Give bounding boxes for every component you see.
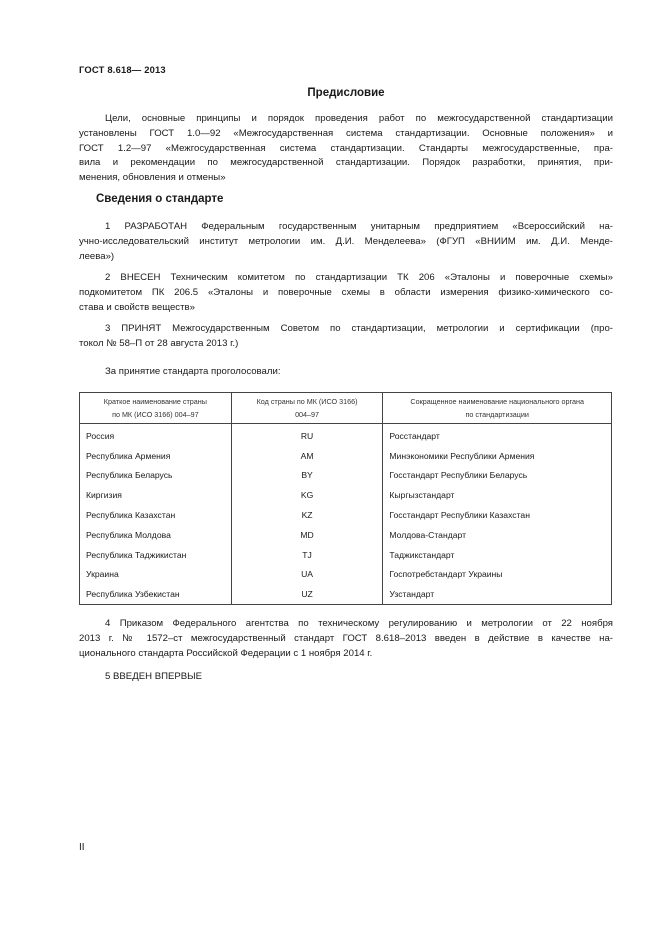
standards-body-cell: Молдова-Стандарт [383,525,612,545]
text-line: менения, обновления и отмены» [79,172,226,184]
country-name-cell: Республика Молдова [80,525,232,545]
voted-caption: За принятие стандарта проголосовали: [105,366,281,377]
standards-body-cell: Минэкономики Республики Армения [383,446,612,466]
foreword-paragraph [79,112,613,186]
text-line: 2 ВНЕСЕН Техническим комитетом по стандартизации ТК 206 «Эталоны и поверочные схемы» [105,272,613,283]
voting-countries-table [79,392,612,605]
table-header-row [80,393,612,424]
document-code-header: ГОСТ 8.618— 2013 [79,64,166,75]
country-name-cell: Киргизия [80,485,232,505]
country-name-cell: Республика Таджикистан [80,545,232,565]
header-country-name: Краткое наименование страны по МК (ИСО 3166) 004–97 [80,393,232,424]
info-item-4 [79,617,613,661]
country-name-cell: Республика Казахстан [80,505,232,525]
text-line: 1 РАЗРАБОТАН Федеральным государственным унитарным предприятием «Всероссийский на- [105,221,613,232]
page-number: II [79,842,85,853]
country-code-cell: KZ [231,505,383,525]
header-standards-body: Сокращенное наименование национального органа по стандартизации [383,393,612,424]
country-code-cell: RU [231,424,383,446]
foreword-heading: Предисловие [307,87,385,99]
table-row [80,466,612,486]
table-row [80,485,612,505]
text-line: ГОСТ 1.2—97 «Межгосударственная система стандартизации. Стандарты межгосударственные, пра- [79,142,613,154]
info-item-5: 5 ВВЕДЕН ВПЕРВЫЕ [105,671,203,682]
text-line: подкомитетом ПК 206.5 «Эталоны и поверочные схемы в области измерения физико-химического со- [79,286,613,298]
table-row [80,424,612,446]
country-code-cell: AM [231,446,383,466]
country-name-cell: Республика Беларусь [80,466,232,486]
table-row [80,545,612,565]
text-line: Цели, основные принципы и порядок проведения работ по межгосударственной стандартизации [105,113,613,124]
text-line: вила и рекомендации по межгосударственной стандартизации. Порядок разработки, принятия, при- [79,157,613,169]
text-line: учно-исследовательский институт метрологии им. Д.И. Менделеева» (ФГУП «ВНИИМ им. Д.И. Менде- [79,235,613,247]
country-code-cell: MD [231,525,383,545]
text-line: става и свойств веществ» [79,301,195,313]
standards-body-cell: Таджикстандарт [383,545,612,565]
text-line: леева») [79,250,115,262]
country-name-cell: Республика Узбекистан [80,584,232,604]
text-line: ционального стандарта Российской Федерации с 1 ноября 2014 г. [79,647,373,659]
table-row [80,584,612,604]
text-line: 2013 г. № 1572–ст межгосударственный стандарт ГОСТ 8.618–2013 введен в действие в качестве на- [79,632,613,644]
standards-body-cell: Госстандарт Республики Казахстан [383,505,612,525]
standards-body-cell: Кыргызстандарт [383,485,612,505]
info-item-2 [79,271,613,315]
table-row [80,446,612,466]
country-name-cell: Республика Армения [80,446,232,466]
table-row [80,505,612,525]
country-code-cell: UA [231,565,383,585]
table-row [80,525,612,545]
country-name-cell: Украина [80,565,232,585]
country-code-cell: KG [231,485,383,505]
header-country-code: Код страны по МК (ИСО 3166) 004–97 [231,393,383,424]
table-row [80,565,612,585]
text-line: 3 ПРИНЯТ Межгосударственным Советом по стандартизации, метрологии и сертификации (про- [105,323,613,334]
text-line: 4 Приказом Федерального агентства по техническому регулированию и метрологии от 22 ноября [105,618,613,629]
text-line: токол № 58–П от 28 августа 2013 г.) [79,337,239,349]
info-item-3 [79,322,613,352]
standards-body-cell: Госпотребстандарт Украины [383,565,612,585]
country-code-cell: TJ [231,545,383,565]
standard-info-heading: Сведения о стандарте [96,193,224,205]
standards-body-cell: Госстандарт Республики Беларусь [383,466,612,486]
standards-body-cell: Росстандарт [383,424,612,446]
country-code-cell: UZ [231,584,383,604]
country-code-cell: BY [231,466,383,486]
standards-body-cell: Узстандарт [383,584,612,604]
country-name-cell: Россия [80,424,232,446]
text-line: установлены ГОСТ 1.0—92 «Межгосударственная система стандартизации. Основные положения» и [79,127,613,139]
info-item-1 [79,220,613,264]
